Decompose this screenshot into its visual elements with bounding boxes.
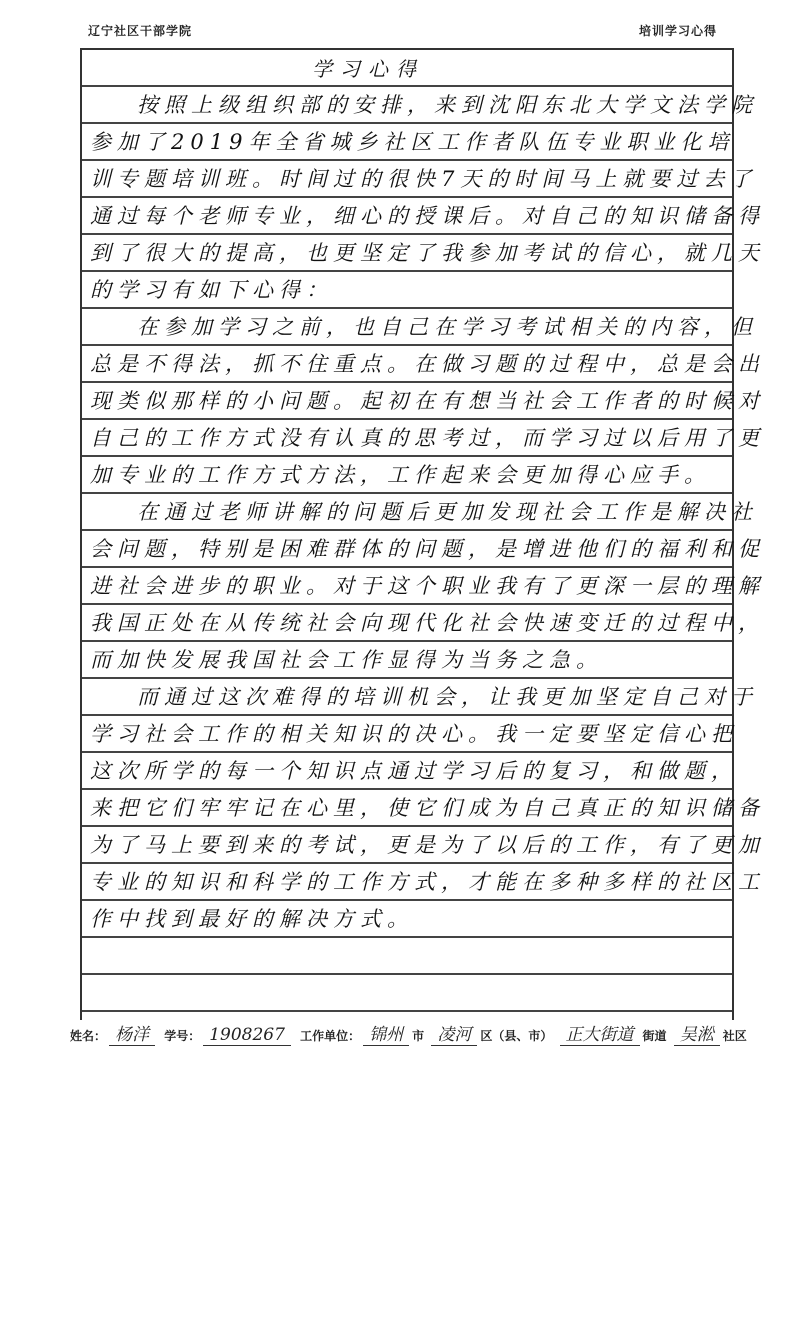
line-text: 按照上级组织部的安排，来到沈阳东北大学文法学院 (137, 93, 758, 117)
title-row (82, 50, 732, 87)
footer-info (70, 1020, 747, 1045)
text-line (82, 716, 738, 753)
line-text: 总是不得法，抓不住重点。在做习题的过程中，总是会出 (90, 352, 765, 376)
text-line (82, 161, 758, 198)
line-text: 通过每个老师专业，细心的授课后。对自己的知识储备得 (90, 204, 765, 228)
district-label: 区（县、市） (480, 1029, 553, 1043)
text-line (82, 346, 765, 383)
line-text: 进社会进步的职业。对于这个职业我有了更深一层的理解 (90, 574, 765, 598)
text-line (82, 494, 758, 531)
line-text: 来把它们牢牢记在心里，使它们成为自己真正的知识储备 (90, 796, 765, 820)
line-text: 我国正处在从传统社会向现代化社会快速变迁的过程中， (90, 611, 765, 635)
community-label: 社区 (722, 1029, 747, 1043)
line-text: 参加了2019年全省城乡社区工作者队伍专业职业化培 (90, 130, 735, 154)
district-value: 凌河 (431, 1025, 477, 1046)
text-line (82, 531, 765, 568)
line-text: 而通过这次难得的培训机会，让我更加坚定自己对于 (137, 685, 758, 709)
line-text: 在通过老师讲解的问题后更加发现社会工作是解决社 (137, 500, 758, 524)
unit-label: 工作单位： (300, 1029, 361, 1043)
text-line (82, 272, 732, 309)
line-text: 会问题，特别是困难群体的问题，是增进他们的福利和促 (90, 537, 765, 561)
line-text: 而加快发展我国社会工作显得为当务之急。 (90, 648, 603, 672)
city-label: 市 (412, 1029, 425, 1043)
text-line (82, 383, 765, 420)
text-line (82, 827, 765, 864)
text-line (82, 124, 735, 161)
text-line (82, 568, 765, 605)
street-label: 街道 (642, 1029, 667, 1043)
line-text: 这次所学的每一个知识点通过学习后的复习，和做题， (90, 759, 738, 783)
line-text: 训专题培训班。时间过的很快7天的时间马上就要过去了 (90, 167, 758, 191)
text-line (82, 457, 732, 494)
text-line (82, 864, 765, 901)
lined-paper (80, 48, 765, 1020)
line-text: 现类似那样的小问题。起初在有想当社会工作者的时候对 (90, 389, 765, 413)
text-line (82, 790, 765, 827)
header-left: 辽宁社区干部学院 (88, 24, 193, 38)
text-line (82, 679, 758, 716)
page-title: 学习心得 (312, 57, 424, 81)
line-text: 专业的知识和科学的工作方式，才能在多种多样的社区工 (90, 870, 765, 894)
header-right: 培训学习心得 (638, 24, 717, 38)
city-value: 锦州 (363, 1025, 409, 1046)
line-text: 学习社会工作的相关知识的决心。我一定要坚定信心把 (90, 722, 738, 746)
text-line (82, 753, 738, 790)
text-line (82, 87, 758, 124)
name-value: 杨洋 (109, 1025, 155, 1046)
text-line (82, 235, 765, 272)
community-value: 吴淞 (674, 1025, 720, 1046)
id-label: 学号： (164, 1029, 201, 1043)
line-text: 作中找到最好的解决方式。 (90, 907, 414, 931)
text-line (82, 975, 732, 1012)
text-line (82, 309, 758, 346)
text-line (82, 938, 732, 975)
name-label: 姓名： (70, 1029, 107, 1043)
text-line (82, 420, 765, 457)
line-text: 的学习有如下心得： (90, 278, 333, 302)
line-text: 自己的工作方式没有认真的思考过，而学习过以后用了更 (90, 426, 765, 450)
line-text: 到了很大的提高，也更坚定了我参加考试的信心，就几天 (90, 241, 765, 265)
text-line (82, 605, 765, 642)
text-line (82, 642, 732, 679)
line-text: 加专业的工作方式方法，工作起来会更加得心应手。 (90, 463, 711, 487)
line-text: 为了马上要到来的考试，更是为了以后的工作，有了更加 (90, 833, 765, 857)
text-line (82, 198, 765, 235)
text-line (82, 901, 732, 938)
street-value: 正大街道 (560, 1025, 640, 1046)
id-value: 1908267 (203, 1025, 291, 1046)
line-text: 在参加学习之前，也自己在学习考试相关的内容，但 (137, 315, 758, 339)
